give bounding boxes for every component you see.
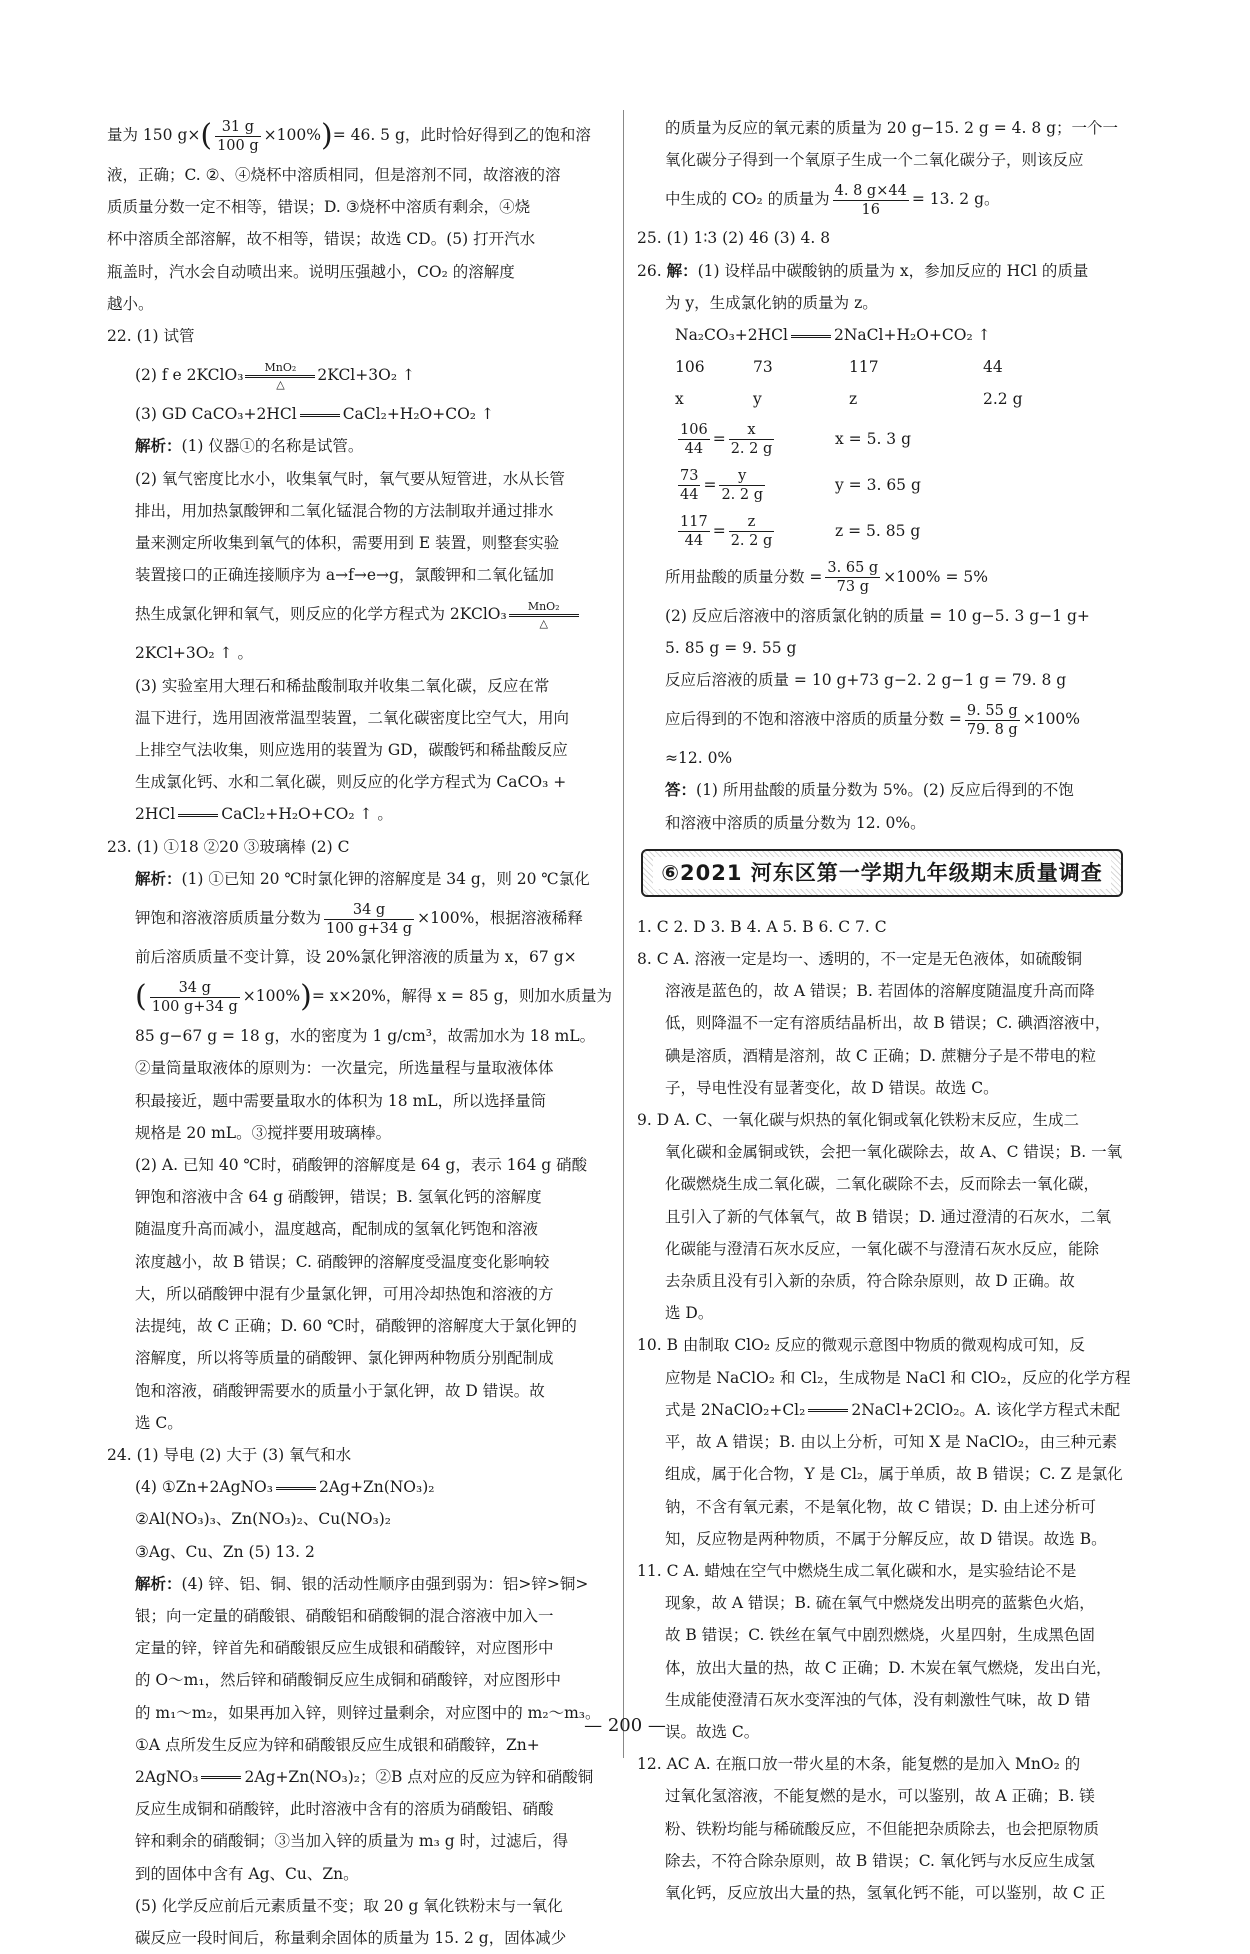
text-line: 越小。 [107, 294, 154, 313]
table-cell: 44 [983, 358, 1003, 377]
text-line: 银；向一定量的硝酸银、硝酸铝和硝酸铜的混合溶液中加入一 [135, 1606, 554, 1625]
question-23-answer: 23. (1) ①18 ②20 ③玻璃棒 (2) C [107, 837, 350, 856]
equation-line: 2AgNO₃ 2Ag+Zn(NO₃)₂；②B 点对应的反应为锌和硝酸铜 [135, 1767, 594, 1786]
text-line: 钾饱和溶液中含 64 g 硝酸钾，错误；B. 氢氧化钙的溶解度 [135, 1188, 542, 1207]
text-line: 生成氯化钙、水和二氧化碳，则反应的化学方程式为 CaCO₃ + [135, 773, 567, 792]
text-line: 温下进行，选用固液常温型装置，二氧化碳密度比空气大，用向 [135, 708, 570, 727]
page-number: — 200 — [584, 1715, 666, 1736]
text-line: 85 g−67 g = 18 g，水的密度为 1 g/cm³，故需加水为 18 mL。 [135, 1027, 596, 1046]
text-line: 瓶盖时，汽水会自动喷出来。说明压强越小，CO₂ 的溶解度 [107, 262, 515, 281]
text-line: 5. 85 g = 9. 55 g [665, 638, 797, 657]
text-line: 大，所以硝酸钾中混有少量氯化钾，可用冷却热饱和溶液的方 [135, 1284, 554, 1303]
question-26-answer: 26. 解：(1) 设样品中碳酸钠的质量为 x，参加反应的 HCl 的质量 [637, 260, 1089, 280]
text-line: 钠，不含有氧元素，不是氧化物，故 C 错误；D. 由上述分析可 [665, 1497, 1096, 1516]
text-line: 锌和剩余的硝酸铜；③当加入锌的质量为 m₃ g 时，过滤后，得 [135, 1832, 569, 1851]
text-line: 11. C A. 蜡烛在空气中燃烧生成二氧化碳和水，是实验结论不是 [637, 1561, 1077, 1580]
text-line: 应后得到的不饱和溶液中溶质的质量分数 = $\frac{9. 55 g}{79. 8 g}$ ×100% [665, 702, 1081, 738]
text-line: 解析：(1) ①已知 20 ℃时氯化钾的溶解度是 34 g，则 20 ℃氯化 [135, 868, 590, 888]
text-line: 量为 150 g×( $\frac{31 g}{100 g}$ ×100%)= 46. 5 g，此时恰好得到乙的饱和溶 [107, 118, 591, 154]
text-line: (2) 反应后溶液中的溶质氯化钠的质量 = 10 g−5. 3 g−1 g+ [665, 606, 1090, 625]
text-line: 浓度越小，故 B 错误；C. 硝酸钾的溶解度受温度变化影响较 [135, 1252, 550, 1271]
text-line: 10. B 由制取 ClO₂ 反应的微观示意图中物质的微观构成可知，反 [637, 1336, 1085, 1355]
text-line: ( $\frac{34 g}{100 g+34 g}$ ×100%)= x×20%，解得 x = 85 g，则加水质量为 [135, 979, 612, 1015]
text-line: 9. D A. C、一氧化碳与炽热的氧化铜或氧化铁粉末反应，生成二 [637, 1111, 1079, 1130]
text-line: 选 C。 [135, 1413, 183, 1432]
text-line: 反应后溶液的质量 = 10 g+73 g−2. 2 g−1 g = 79. 8 g [665, 671, 1067, 690]
table-cell: 73 [753, 358, 773, 377]
section-title: ⑥2021 河东区第一学期九年级期末质量调查 [653, 857, 1111, 889]
text-line: 法提纯，故 C 正确；D. 60 ℃时，硝酸钾的溶解度大于氯化钾的 [135, 1317, 577, 1336]
text-line: 去杂质且没有引入新的杂质，符合除杂原则，故 D 正确。故 [665, 1272, 1075, 1291]
equation-line: (3) GD CaCO₃+2HCl CaCl₂+H₂O+CO₂ ↑ [135, 405, 494, 424]
question-24-answer: 24. (1) 导电 (2) 大于 (3) 氧气和水 [107, 1445, 352, 1464]
text-line: (5) 化学反应前后元素质量不变；取 20 g 氧化铁粉末与一氧化 [135, 1896, 563, 1915]
text-line: 解析：(1) 仪器①的名称是试管。 [135, 436, 364, 456]
text-line: 溶液是蓝色的，故 A 错误；B. 若固体的溶解度随温度升高而降 [665, 982, 1095, 1001]
text-line: 应物是 NaClO₂ 和 Cl₂，生成物是 NaCl 和 ClO₂，反应的化学方程 [665, 1368, 1131, 1387]
proportion-line: $\frac{73}{44}$ = $\frac{y}{2. 2 g}$ y = 3. 65 g [680, 468, 921, 504]
text-line: 低，则降温不一定有溶质结晶析出，故 B 错误；C. 碘酒溶液中， [665, 1014, 1111, 1033]
text-line: 且引入了新的气体氧气，故 B 错误；D. 通过澄清的石灰水，二氧 [665, 1207, 1111, 1226]
text-line: 组成，属于化合物，Y 是 Cl₂，属于单质，故 B 错误；C. Z 是氯化 [665, 1465, 1123, 1484]
text-line: 体，放出大量的热，故 C 正确；D. 木炭在氧气燃烧，发出白光， [665, 1658, 1112, 1677]
text-line: (2) 氧气密度比水小，收集氧气时，氧气要从短管进，水从长管 [135, 469, 565, 488]
text-line: 钾饱和溶液溶质质量分数为 $\frac{34 g}{100 g+34 g}$ ×100%，根据溶液稀释 [135, 901, 583, 937]
right-column [637, 112, 1142, 1909]
text-line: ①A 点所发生反应为锌和硝酸银反应生成银和硝酸锌，Zn+ [135, 1735, 540, 1754]
text-line: 杯中溶质全部溶解，故不相等，错误；故选 CD。(5) 打开汽水 [107, 230, 536, 249]
text-line: 氧化碳和金属铜或铁，会把一氧化碳除去，故 A、C 错误；B. 一氧 [665, 1143, 1123, 1162]
table-cell: 106 [675, 358, 705, 377]
text-line: 答：(1) 所用盐酸的质量分数为 5%。(2) 反应后得到的不饱 [665, 780, 1074, 800]
proportion-line: $\frac{117}{44}$ = $\frac{z}{2. 2 g}$ z = 5. 85 g [680, 514, 921, 550]
text-line: 装置接口的正确连接顺序为 a→f→e→g，氯酸钾和二氧化锰加 [135, 566, 554, 585]
text-line: ②量筒量取液体的原则为：一次量完，所选量程与量取液体体 [135, 1059, 554, 1078]
text-line: ②Al(NO₃)₃、Zn(NO₃)₂、Cu(NO₃)₂ [135, 1510, 392, 1529]
text-line: 解析：(4) 锌、铝、铜、银的活动性顺序由强到弱为：铝>锌>铜> [135, 1573, 589, 1593]
text-line: 的 O～m₁，然后锌和硝酸铜反应生成铜和硝酸锌，对应图形中 [135, 1671, 562, 1690]
unknown-row [637, 383, 1142, 415]
table-cell: z [849, 390, 858, 409]
text-line: 所用盐酸的质量分数 = $\frac{3. 65 g}{73 g}$ ×100% = 5% [665, 560, 988, 596]
text-line: 排出，用加热氯酸钾和二氧化锰混合物的方法制取并通过排水 [135, 501, 554, 520]
table-cell: 2.2 g [983, 390, 1023, 409]
table-cell: x [675, 390, 684, 409]
text-line: 生成能使澄清石灰水变浑浊的气体，没有刺激性气味，故 D 错 [665, 1690, 1091, 1709]
text-line: 的质量为反应的氧元素的质量为 20 g−15. 2 g = 4. 8 g；一个一 [665, 119, 1119, 137]
table-cell: y [753, 390, 762, 409]
text-line: 化碳燃烧生成二氧化碳，二氧化碳除不去，反而除去一氧化碳， [665, 1175, 1100, 1194]
text-line: 8. C A. 溶液一定是均一、透明的，不一定是无色液体，如硫酸铜 [637, 950, 1083, 969]
text-line: 质质量分数一定不相等，错误；D. ③烧杯中溶质有剩余，④烧 [107, 198, 531, 217]
text-line: 碳反应一段时间后，称量剩余固体的质量为 15. 2 g，固体减少 [135, 1928, 567, 1947]
text-line: 现象，故 A 错误；B. 硫在氧气中燃烧发出明亮的蓝紫色火焰， [665, 1594, 1095, 1613]
text-line: 除去，不符合除杂原则，故 B 错误；C. 氧化钙与水反应生成氢 [665, 1851, 1095, 1870]
molar-mass-row [637, 351, 1142, 383]
text-line: 规格是 20 mL。③搅拌要用玻璃棒。 [135, 1123, 392, 1142]
text-line: 中生成的 CO₂ 的质量为 $\frac{4. 8 g\times 44}{16}$ = 13. 2 g。 [665, 182, 1000, 218]
text-line: 误。故选 C。 [665, 1722, 760, 1741]
text-line: 氧化碳分子得到一个氧原子生成一个二氧化碳分子，则该反应 [665, 151, 1084, 170]
text-line: 随温度升高而减小，温度越高，配制成的氢氧化钙饱和溶液 [135, 1220, 539, 1239]
table-cell: 117 [849, 358, 879, 377]
equation-line: 2HCl CaCl₂+H₂O+CO₂ ↑ 。 [135, 805, 393, 824]
section-banner [641, 849, 1123, 897]
text-line: 粉、铁粉均能与稀硫酸反应，不但能把杂质除去，也会把原物质 [665, 1819, 1100, 1838]
text-line: 定量的锌，锌首先和硝酸银反应生成银和硝酸锌，对应图形中 [135, 1639, 554, 1658]
equation-line: Na₂CO₃+2HCl 2NaCl+H₂O+CO₂ ↑ [675, 326, 991, 345]
text-line: (3) 实验室用大理石和稀盐酸制取并收集二氧化碳，反应在常 [135, 676, 550, 695]
text-line: 化碳能与澄清石灰水反应，一氧化碳不与澄清石灰水反应，能除 [665, 1239, 1100, 1258]
text-line: 子，导电性没有显著变化，故 D 错误。故选 C。 [665, 1078, 999, 1097]
text-line: 液，正确；C. ②、④烧杯中溶质相同，但是溶剂不同，故溶液的溶 [107, 166, 561, 184]
text-line: 碘是溶质，酒精是溶剂，故 C 正确；D. 蔗糖分子是不带电的粒 [665, 1046, 1096, 1065]
equation-line: (2) f e 2KClO₃ MnO₂ △ 2KCl+3O₂ ↑ [135, 360, 415, 391]
text-line: 知，反应物是两种物质，不属于分解反应，故 D 错误。故选 B。 [665, 1529, 1107, 1548]
equation-line: 热生成氯化钾和氧气，则反应的化学方程式为 2KClO₃ MnO₂ △ [107, 591, 612, 637]
question-25-answer: 25. (1) 1∶3 (2) 46 (3) 4. 8 [637, 229, 831, 248]
text-line: (2) A. 已知 40 ℃时，硝酸钾的溶解度是 64 g，表示 164 g 硝酸 [135, 1156, 588, 1175]
text-line: 平，故 A 错误；B. 由以上分析，可知 X 是 NaClO₂，由三种元素 [665, 1433, 1118, 1452]
equation-line: (4) ①Zn+2AgNO₃ 2Ag+Zn(NO₃)₂ [135, 1478, 435, 1497]
left-column [107, 112, 612, 1954]
text-line: 氧化钙，反应放出大量的热，氢氧化钙不能，可以鉴别，故 C 正 [665, 1883, 1106, 1902]
question-22-answer: 22. (1) 试管 [107, 327, 195, 346]
text-line: 故 B 错误；C. 铁丝在氧气中剧烈燃烧，火星四射，生成黑色固 [665, 1626, 1095, 1645]
proportion-line: $\frac{106}{44}$ = $\frac{x}{2. 2 g}$ x = 5. 3 g [680, 422, 912, 458]
text-line: 量来测定所收集到氧气的体积，需要用到 E 装置，则整套实验 [135, 534, 560, 553]
text-line: 溶解度，所以将等质量的硝酸钾、氯化钾两种物质分别配制成 [135, 1349, 554, 1368]
text-line: 选 D。 [665, 1304, 714, 1323]
text-line: 反应生成铜和硝酸锌，此时溶液中含有的溶质为硝酸铝、硝酸 [135, 1800, 554, 1819]
text-line: 过氧化氢溶液，不能复燃的是水，可以鉴别，故 A 正确；B. 镁 [665, 1787, 1095, 1806]
text-line: 积最接近，题中需要量取水的体积为 18 mL，所以选择量筒 [135, 1091, 547, 1110]
text-line: 上排空气法收集，则应选用的装置为 GD，碳酸钙和稀盐酸反应 [135, 741, 568, 760]
text-line: 饱和溶液，硝酸钾需要水的质量小于氯化钾，故 D 错误。故 [135, 1381, 545, 1400]
text-line: 到的固体中含有 Ag、Cu、Zn。 [135, 1864, 359, 1883]
text-line: 2KCl+3O₂ ↑ 。 [135, 644, 253, 663]
text-line: 前后溶质质量不变计算，设 20%氯化钾溶液的质量为 x，67 g× [135, 948, 577, 967]
text-line: ③Ag、Cu、Zn (5) 13. 2 [135, 1542, 315, 1561]
text-line: 12. AC A. 在瓶口放一带火星的木条，能复燃的是加入 MnO₂ 的 [637, 1755, 1081, 1774]
text-line: 的 m₁～m₂，如果再加入锌，则锌过量剩余，对应图中的 m₂～m₃。 [135, 1703, 601, 1722]
text-line: 1. C 2. D 3. B 4. A 5. B 6. C 7. C [637, 917, 887, 936]
text-line: 为 y，生成氯化钠的质量为 z。 [665, 293, 878, 312]
text-line: 和溶液中溶质的质量分数为 12. 0%。 [665, 813, 926, 832]
equation-line: 式是 2NaClO₂+Cl₂ 2NaCl+2ClO₂。A. 该化学方程式未配 [665, 1400, 1120, 1419]
column-divider [623, 110, 624, 1758]
text-line: ≈12. 0% [665, 749, 733, 768]
